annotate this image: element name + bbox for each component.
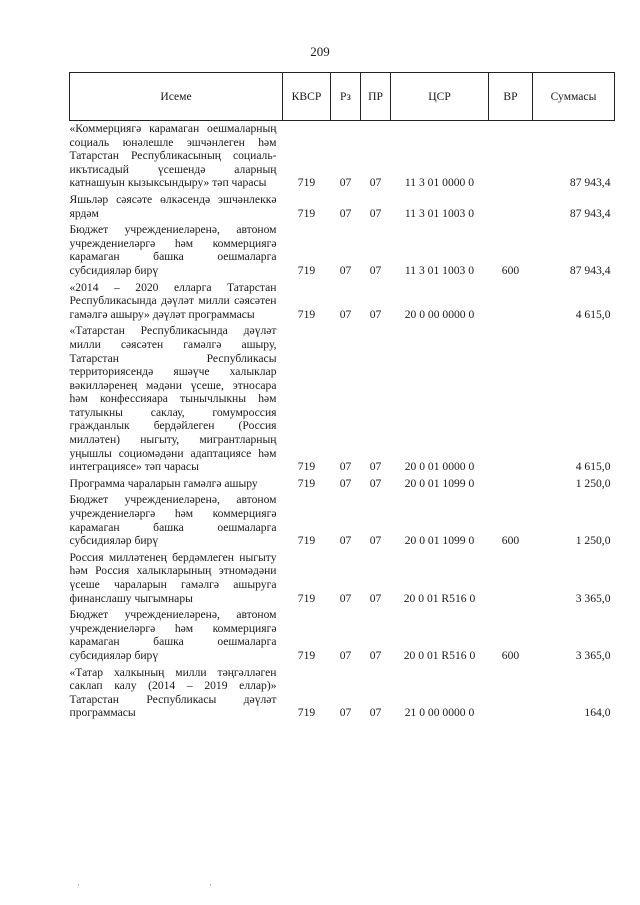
cell-rz: 07 [339,206,352,220]
cell-sum: 3 365,0 [575,648,611,662]
cell-pr: 07 [369,476,382,490]
scan-artifact [78,884,79,886]
table-row [70,493,615,550]
cell-rz: 07 [339,534,352,548]
table-row [70,223,615,280]
cell-kvsr: 719 [297,706,316,720]
cell-pr: 07 [369,263,382,277]
page-number: 209 [310,44,330,59]
cell-kvsr: 719 [297,263,316,277]
cell-vr [489,121,533,193]
cell-vr: 600 [501,263,520,277]
cell-vr [489,281,533,325]
cell-pr: 07 [369,460,382,474]
table-row [70,121,615,193]
cell-rz: 07 [339,460,352,474]
table-row [70,477,615,494]
cell-pr: 07 [369,307,382,321]
cell-name: Бюджет учреждениеләренә, автоном учреждениеләргә һәм коммерциягә карамаган башка оешмаларга субсидияләр бирү [69,223,277,277]
cell-vr [489,666,533,723]
cell-rz: 07 [339,176,352,190]
header-name: Исеме [70,73,283,121]
cell-name: Яшьләр сәясәте өлкәсендә эшчәнлеккә ярдәм [69,192,277,220]
cell-kvsr: 719 [297,206,316,220]
cell-sum: 3 365,0 [575,591,611,605]
cell-csr: 20 0 01 0000 0 [404,460,475,474]
budget-table [69,72,615,723]
cell-csr: 11 3 01 1003 0 [404,263,475,277]
cell-csr: 20 0 01 1099 0 [404,476,475,490]
table-header-row [70,73,615,121]
cell-name: «2014 – 2020 елларга Татарстан Республикасында дәүләт милли сәясәтен гамәлгә ашыру» дәүләт программасы [69,280,277,321]
cell-rz: 07 [339,648,352,662]
cell-csr: 20 0 01 1099 0 [404,534,475,548]
cell-pr: 07 [369,206,382,220]
cell-sum: 87 943,4 [569,206,611,220]
table-row [70,551,615,608]
cell-sum: 164,0 [584,706,611,720]
cell-sum: 4 615,0 [575,460,611,474]
cell-vr [489,324,533,477]
cell-kvsr: 719 [297,176,316,190]
cell-rz: 07 [339,263,352,277]
cell-vr [489,477,533,494]
table-row [70,666,615,723]
cell-kvsr: 719 [297,591,316,605]
cell-csr: 11 3 01 0000 0 [404,176,475,190]
cell-pr: 07 [369,648,382,662]
header-kvsr: КВСР [283,73,331,121]
cell-sum: 87 943,4 [569,176,611,190]
table-row [70,608,615,665]
header-sum: Суммасы [533,73,615,121]
cell-name: Россия милләтенең бердәмлеген ныгыту һәм Россия халыкларының этномәдәни үсеше чараларын гамәлгә ашыруга финанслашу чыгымнары [69,550,277,605]
cell-sum: 4 615,0 [575,307,611,321]
cell-name: Программа чараларын гамәлгә ашыру [69,476,258,490]
table-row [70,324,615,477]
cell-vr [489,551,533,608]
cell-rz: 07 [339,307,352,321]
header-rz: Рз [331,73,361,121]
cell-pr: 07 [369,706,382,720]
cell-sum: 1 250,0 [575,534,611,548]
cell-pr: 07 [369,176,382,190]
cell-pr: 07 [369,591,382,605]
cell-vr [489,193,533,223]
table-row [70,193,615,223]
cell-name: Бюджет учреждениеләренә, автоном учреждениеләргә һәм коммерциягә карамаган башка оешмаларга субсидияләр бирү [69,493,277,548]
header-vr: ВР [489,73,533,121]
cell-pr: 07 [369,534,382,548]
cell-csr: 20 0 01 R516 0 [403,648,476,662]
cell-kvsr: 719 [297,460,316,474]
cell-vr: 600 [501,648,520,662]
header-pr: ПР [361,73,391,121]
cell-name: «Татарстан Республикасында дәүләт милли сәясәтен гамәлгә ашыру, Татарстан Республикасы территориясендә яшәүче халыклар вәкилләренең мәдәни үсеше, этносара һәм конфессияара тынычлыкны һәм татулыкны саклау, гомумроссия гражданлык бердәйлеген (Россия милләтен) ныгыту, мигрантларның уңышлы социомәдәни адаптациясе һәм интеграциясе» тәп чарасы [69,324,277,474]
cell-kvsr: 719 [297,534,316,548]
cell-kvsr: 719 [297,648,316,662]
cell-name: «Татар халкының милли тәңгәлләген саклап калу (2014 – 2019 еллар)» Татарстан Республикасы дәүләт программасы [69,665,277,720]
cell-name: Бюджет учреждениеләренә, автоном учреждениеләргә һәм коммерциягә карамаган башка оешмаларга субсидияләр бирү [69,608,277,662]
cell-kvsr: 719 [297,307,316,321]
cell-rz: 07 [339,706,352,720]
table-row [70,281,615,325]
scan-artifact [210,884,211,886]
cell-rz: 07 [339,476,352,490]
cell-csr: 20 0 01 R516 0 [403,591,476,605]
cell-csr: 11 3 01 1003 0 [404,206,475,220]
cell-csr: 20 0 00 0000 0 [404,307,475,321]
cell-rz: 07 [339,591,352,605]
cell-sum: 87 943,4 [569,263,611,277]
cell-kvsr: 719 [297,476,316,490]
cell-vr: 600 [501,534,520,548]
cell-name: «Коммерциягә карамаган оешмаларның социаль юнәлешле эшчәнлеген һәм Татарстан Республикасының социаль-икътисадый үсешендә аларның катнашуын кызыксындыру» тәп чарасы [69,122,277,190]
cell-sum: 1 250,0 [575,476,611,490]
cell-csr: 21 0 00 0000 0 [404,706,475,720]
header-csr: ЦСР [391,73,489,121]
